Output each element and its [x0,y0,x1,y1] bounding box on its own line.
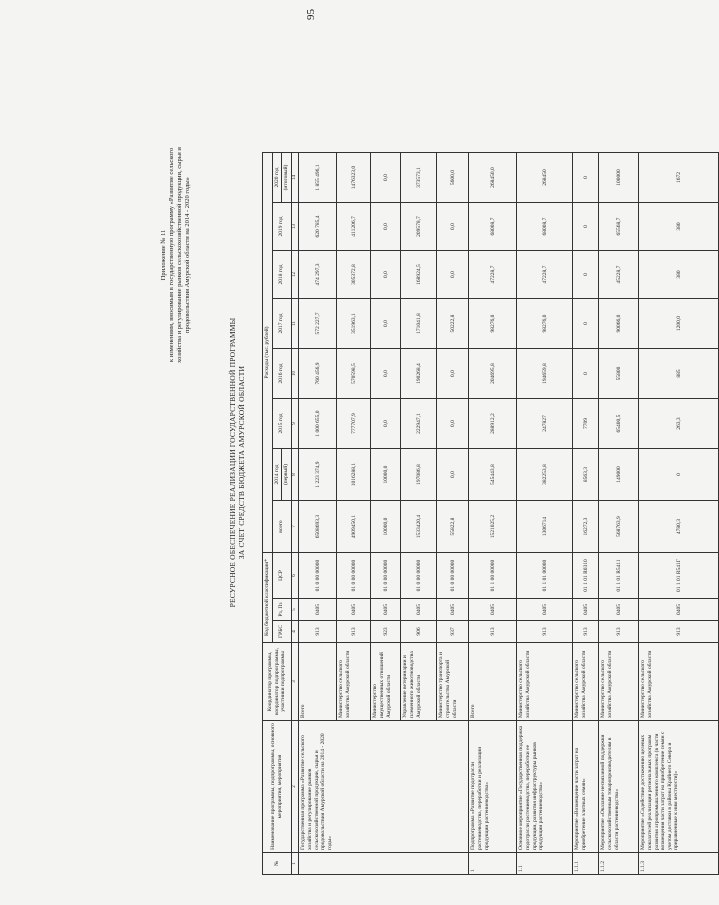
row-2019: 411206,7 [337,203,371,251]
row-2015: 1 000 655,0 [299,399,337,449]
row-2018: 474 297,3 [299,251,337,299]
header-2019: 2019 год [272,203,291,251]
row-2020: 0 [573,153,599,203]
header-2020-sub: (итоговый) [282,153,292,203]
row-2016: 0 [573,349,599,399]
row-csr: 01 1 01 R0310 [573,553,599,599]
row-coordinator: Министерство транспорта и строительства Амурской области [437,643,469,721]
document-title [228,45,246,880]
row-2015: 288912,2 [469,399,517,449]
row-2018: 305372,8 [337,251,371,299]
column-index: 7 [291,501,299,553]
header-2016: 2016 год [272,349,291,399]
row-total: 10000,0 [371,501,401,553]
column-index: 6 [291,553,299,599]
row-rz-pr: 0405 [599,599,639,621]
row-2019: 68008,7 [469,203,517,251]
column-index: 3 [291,643,299,721]
row-csr: 01 0 00 00000 [371,553,401,599]
row-csr: 01 0 00 00000 [299,553,337,599]
row-rz-pr: 0405 [437,599,469,621]
row-2017: 0,0 [371,299,401,349]
row-2018: 45228,7 [599,251,639,299]
row-rz-pr: 0405 [299,599,337,621]
row-2016: 570598,5 [337,349,371,399]
row-2020: 100000 [599,153,639,203]
table-row [517,153,573,875]
header-2015: 2015 год [272,399,291,449]
row-2014: 382253,8 [517,449,573,501]
appendix-line: продовольствия Амурской области на 2014 - 2020 годы» [184,177,191,333]
row-2020: 1672 [639,153,719,203]
row-grbs: 913 [573,621,599,643]
column-index: 11 [291,299,299,349]
row-grbs: 923 [371,621,401,643]
row-rz-pr: 0405 [517,599,573,621]
row-total: 1521025,2 [469,501,517,553]
row-2016: 760 456,9 [299,349,337,399]
row-2014: 149000 [599,449,639,501]
row-2015: 263,3 [639,399,719,449]
column-index: 4 [291,621,299,643]
row-coordinator: Министерство сельского хозяйства Амурской области [599,643,639,721]
row-number: 1.1.3 [639,853,719,875]
header-expenses: Расходы (тыс. рублей) [263,153,273,553]
row-total: 4909450,1 [337,501,371,553]
row-coordinator: Министерство сельского хозяйства Амурской области [639,643,719,721]
appendix-line: к изменениям, вносимым в государственную программу «Развитие сельского [168,147,175,363]
row-grbs: 913 [337,621,371,643]
row-2015: 222947,1 [401,399,437,449]
header-2018: 2018 год [272,251,291,299]
row-2015: 0,0 [437,399,469,449]
row-csr: 01 0 00 00000 [401,553,437,599]
header-name: Наименование программы, подпрограммы, основного мероприятия, мероприятия [263,721,292,853]
header-2017: 2017 год [272,299,291,349]
row-coordinator: Управление ветеринарии и племенного животноводства Амурской области [401,643,437,721]
header-2020: 2020 год [272,153,282,203]
row-grbs: 913 [599,621,639,643]
row-total: 568763,9 [599,501,639,553]
row-2014: 0 [639,449,719,501]
row-2015: 7709 [573,399,599,449]
row-2018: 47228,7 [469,251,517,299]
row-2019: 0,0 [371,203,401,251]
table-body [299,153,719,875]
row-2014: 0,0 [437,449,469,501]
row-coordinator: Министерство сельского хозяйства Амурской области [517,643,573,721]
title-line: ЗА СЧЕТ СРЕДСТВ БЮДЖЕТА АМУРСКОЙ ОБЛАСТИ [237,365,246,560]
row-coordinator: Всего [299,643,337,721]
header-coordinator: Координатор программы, координатор подпрограммы, участники подпрограммы [263,643,292,721]
table-row [469,153,517,875]
row-2018: 0,0 [437,251,469,299]
row-2020: 268450 [517,153,573,203]
table-row [573,153,599,875]
row-name: Мероприятие «Оказание несвязанной поддержки сельскохозяйственным товаропроизводителям в области растениеводства» [599,721,639,853]
row-number: 1 [469,853,517,875]
row-grbs: 913 [517,621,573,643]
row-csr: 01 1 01 R5411 [599,553,639,599]
row-2017: 98276,0 [469,299,517,349]
table-row [599,153,639,875]
row-2019: 0,0 [437,203,469,251]
column-index-row [291,153,299,875]
row-2020: 1 855 496,1 [299,153,337,203]
row-csr: 01 0 00 00000 [337,553,371,599]
row-2014: 197086,8 [401,449,437,501]
row-2016: 55800 [599,349,639,399]
row-total: 6508693,3 [299,501,337,553]
row-2017: 90066,0 [599,299,639,349]
row-2017: 98276,0 [517,299,573,349]
row-total: 4780,3 [639,501,719,553]
row-2017: 171041,8 [401,299,437,349]
row-rz-pr: 0405 [469,599,517,621]
row-2018: 380 [639,251,719,299]
row-2020: 0,0 [371,153,401,203]
header-total: всего [272,501,291,553]
row-2015: 777707,9 [337,399,371,449]
row-2016: 0,0 [437,349,469,399]
row-2018: 0 [573,251,599,299]
header-budget-code: Код бюджетной классификации* [263,553,273,643]
column-index: 10 [291,349,299,399]
row-grbs: 913 [299,621,337,643]
row-2017: 0 [573,299,599,349]
row-name: Государственная программа «Развитие сельского хозяйства и регулирование рынков сельскохозяйственной продукции, сырья и продовольствия Амурской области на 2014 - 2020 годы» [299,721,469,853]
row-2020: 5600,0 [437,153,469,203]
row-number: 1.1.1 [573,853,599,875]
row-total: 16272,3 [573,501,599,553]
row-grbs: 913 [469,621,517,643]
row-name: Подпрограмма «Развитие подотрасли растениеводства, переработки и реализации продукции растениеводства» [469,721,517,853]
row-2020: 268450,0 [469,153,517,203]
column-index: 9 [291,399,299,449]
document-sheet [140,45,682,880]
row-number [299,853,469,875]
row-2019: 0 [573,203,599,251]
resource-table [262,152,719,875]
row-grbs: 913 [639,621,719,643]
row-2018: 47228,7 [517,251,573,299]
header-2014-sub: (первый) [282,449,292,501]
row-csr: 01 0 00 00000 [437,553,469,599]
row-2016: 204695,8 [469,349,517,399]
row-2017: 1200,0 [639,299,719,349]
row-2015: 0,0 [371,399,401,449]
row-2018: 0,0 [371,251,401,299]
row-2018: 168924,5 [401,251,437,299]
column-index: 1 [291,853,299,875]
title-line: РЕСУРСНОЕ ОБЕСПЕЧЕНИЕ РЕАЛИЗАЦИИ ГОСУДАРСТВЕННОЙ ПРОГРАММЫ [228,317,237,608]
header-num: № [263,853,292,875]
row-rz-pr: 0405 [371,599,401,621]
row-2019: 209578,7 [401,203,437,251]
row-2017: 351963,1 [337,299,371,349]
row-grbs: 906 [401,621,437,643]
row-2014: 10000,0 [371,449,401,501]
appendix-line: Приложение № 11 [160,229,167,281]
column-index: 2 [291,721,299,853]
row-rz-pr: 0405 [639,599,719,621]
header-rz-pr: Рз, Пз [272,599,291,621]
row-total: 55822,8 [437,501,469,553]
row-coordinator: Министерство имущественных отношений Амурской области [371,643,401,721]
column-index: 14 [291,153,299,203]
row-2019: 380 [639,203,719,251]
row-name: Основное мероприятие «Государственная поддержка подотрасли растениеводства, переработки ее продукции, развития инфраструктуры рынков продукции растениеводства» [517,721,573,853]
row-coordinator: Всего [469,643,517,721]
row-2016: 0,0 [371,349,401,399]
row-2016: 194659,8 [517,349,573,399]
header-grbs: ГРБС [272,621,291,643]
row-2020: 1476323,0 [337,153,371,203]
row-2014: 1 223 374,9 [299,449,337,501]
row-number: 1.1 [517,853,573,875]
row-2019: 65568,7 [599,203,639,251]
row-coordinator: Министерство сельского хозяйства Амурской области [573,643,599,721]
row-2015: 65400,5 [599,399,639,449]
header-2014: 2014 год [272,449,282,501]
row-2019: 68008,7 [517,203,573,251]
row-rz-pr: 0405 [337,599,371,621]
row-rz-pr: 0405 [573,599,599,621]
row-2017: 50222,8 [437,299,469,349]
header-csr: ЦСР [272,553,291,599]
row-2014: 545443,8 [469,449,517,501]
column-index: 12 [291,251,299,299]
row-coordinator: Министерство сельского хозяйства Амурской области [337,643,371,721]
page-number: 95 [305,9,317,20]
row-2016: 885 [639,349,719,399]
row-total: 1533420,4 [401,501,437,553]
row-grbs: 937 [437,621,469,643]
appendix-note [160,85,192,425]
row-name: Мероприятие «Возмещение части затрат на приобретение элитных семян» [573,721,599,853]
row-csr: 01 1 01 R541Г [639,553,719,599]
table-row [639,153,719,875]
row-csr: 01 1 01 00000 [517,553,573,599]
row-2016: 190268,4 [401,349,437,399]
row-total: 1306714 [517,501,573,553]
column-index: 13 [291,203,299,251]
appendix-line: хозяйства и регулирование рынков сельскохозяйственной продукции, сырья и [176,147,183,363]
document-header [140,45,260,880]
row-2019: 620 785,4 [299,203,337,251]
row-number: 1.1.2 [599,853,639,875]
row-2015: 247827 [517,399,573,449]
table-row [299,153,337,875]
row-2014: 1016288,1 [337,449,371,501]
row-rz-pr: 0405 [401,599,437,621]
row-name: Мероприятие «Содействие достижению целевых показателей реализации региональных программ развития агропромышленного комплекса (в части возмещения части затрат на приобретение семян с учетом доставки в районы Крайнего Севера и приравненные к ним местности)» [639,721,719,853]
column-index: 5 [291,599,299,621]
row-2014: 8563,3 [573,449,599,501]
row-2020: 373573,1 [401,153,437,203]
column-index: 8 [291,449,299,501]
row-csr: 01 1 00 00000 [469,553,517,599]
row-2017: 572 227,7 [299,299,337,349]
